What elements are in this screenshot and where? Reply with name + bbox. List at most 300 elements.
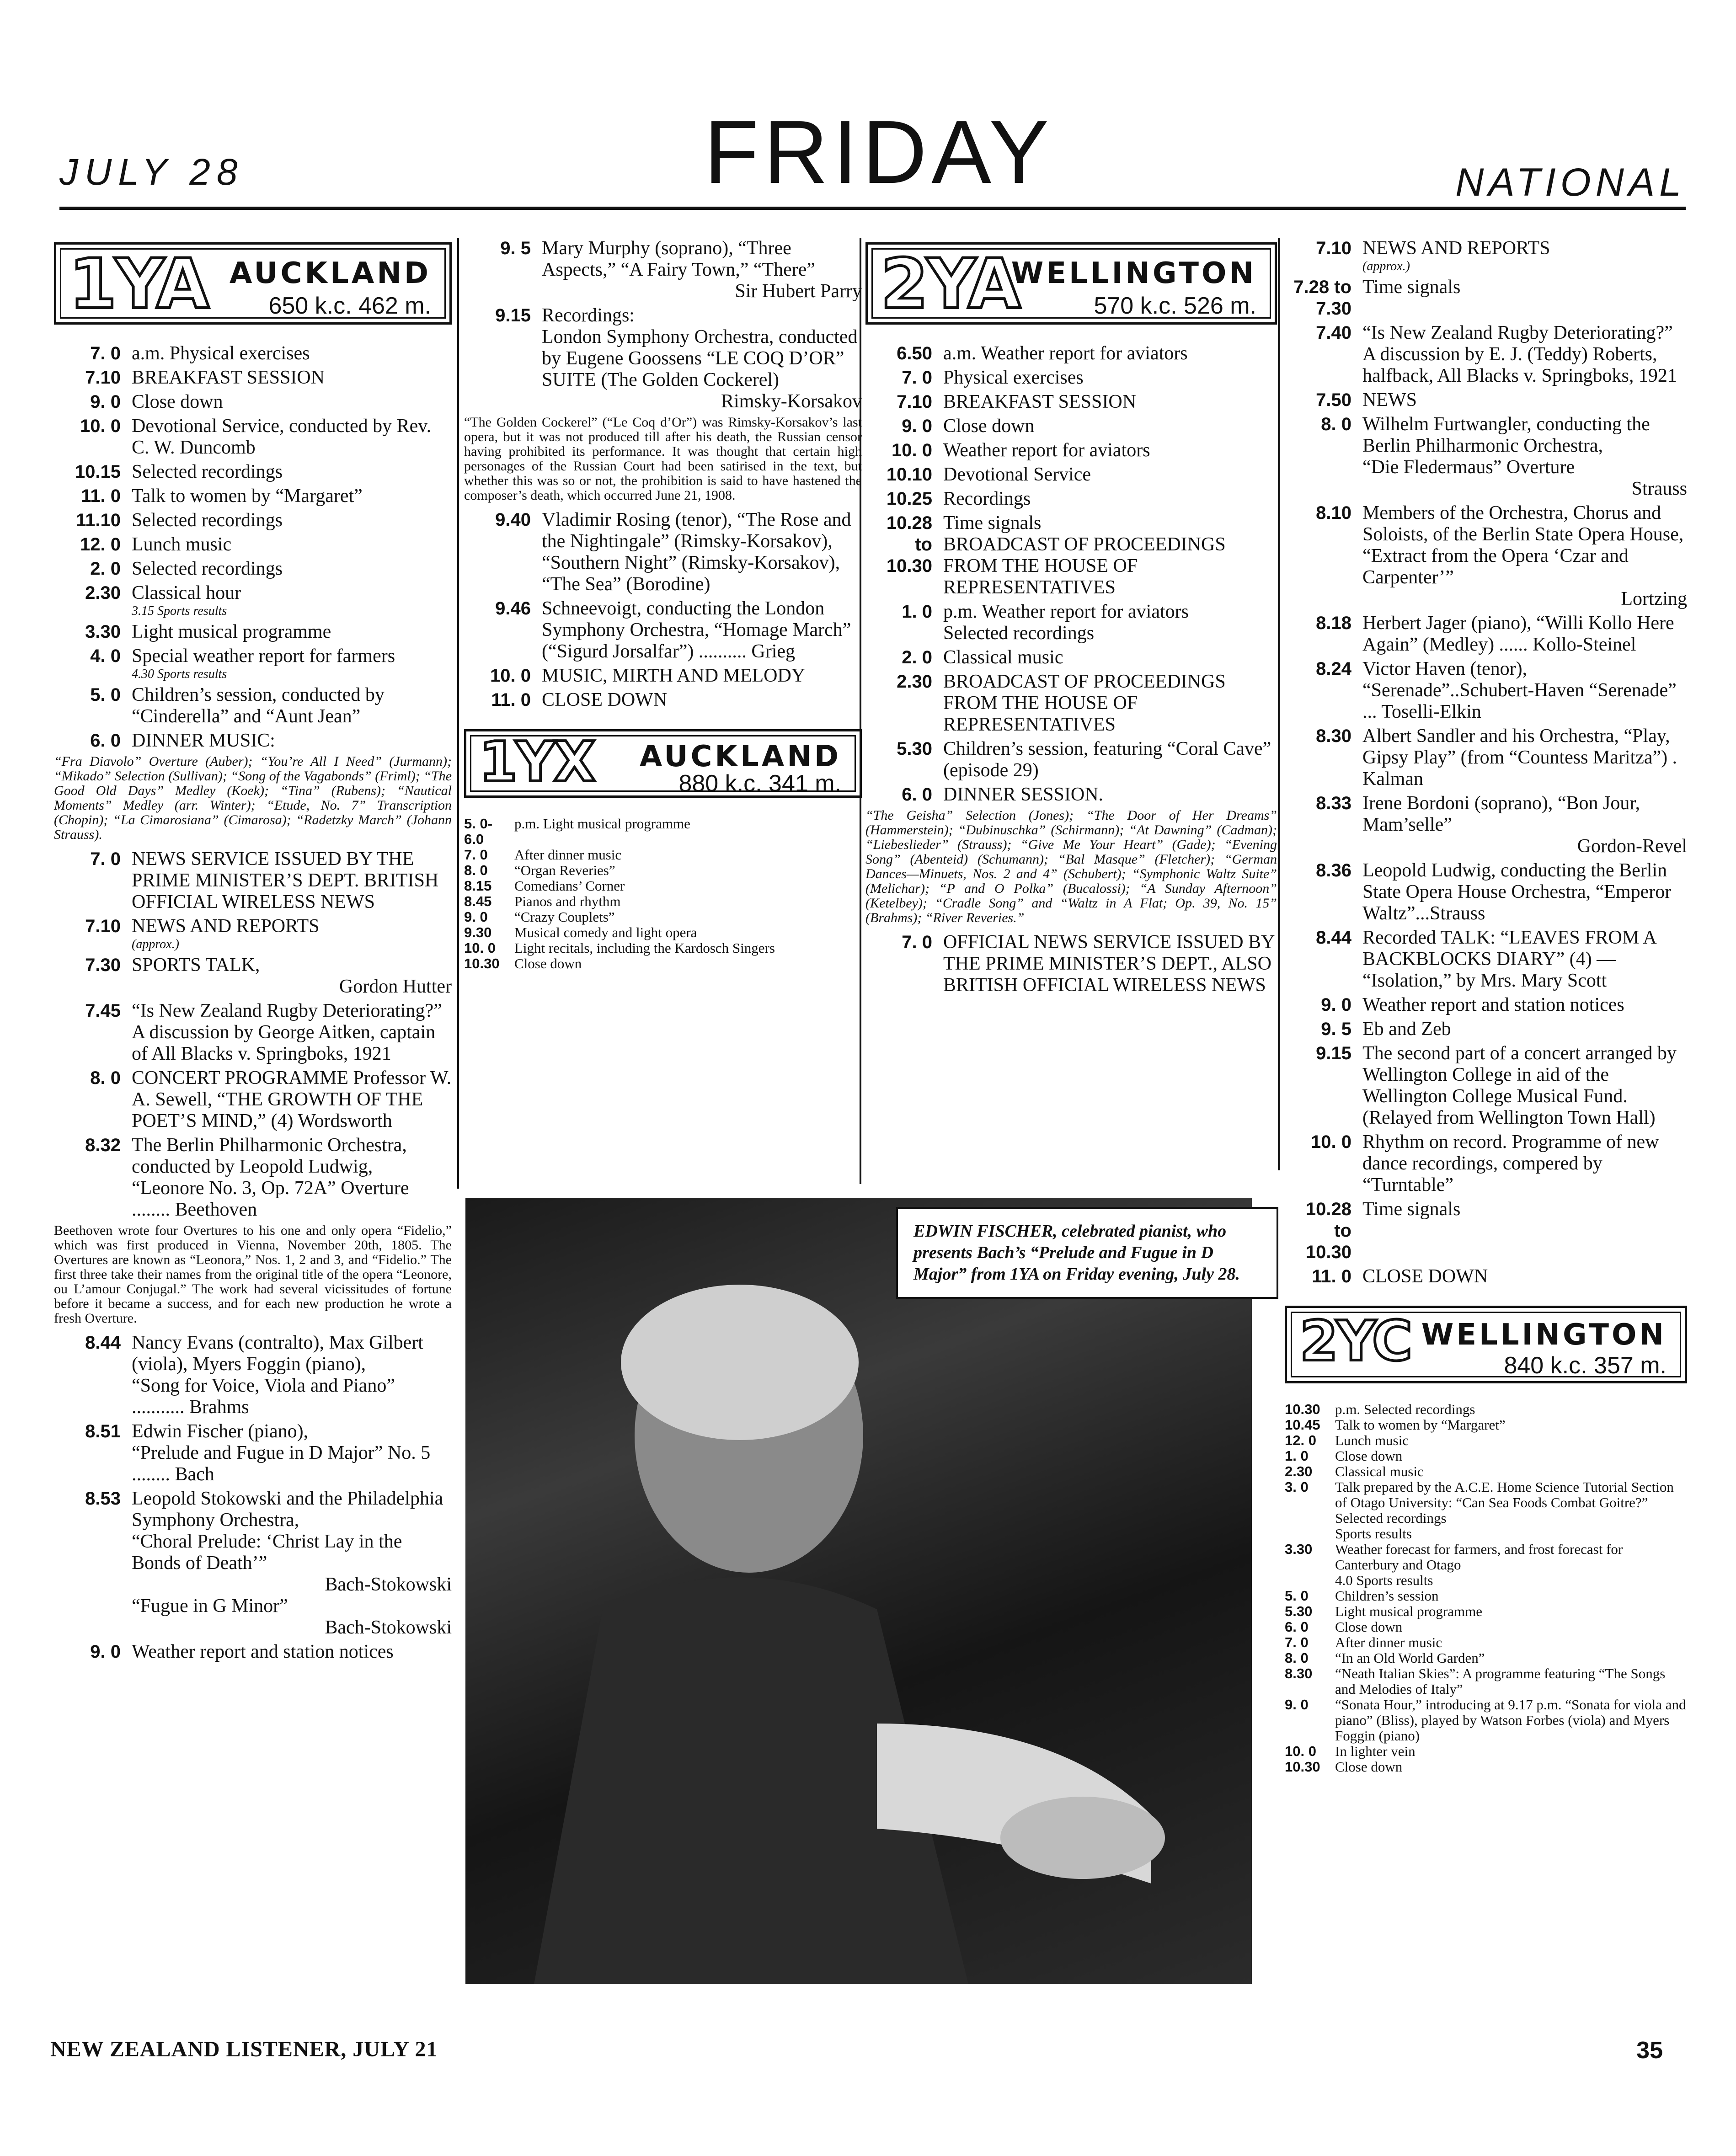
programme-entry bbox=[865, 738, 1277, 781]
programme-entry bbox=[464, 878, 862, 894]
programme-title: “Is New Zealand Rugby Deteriorating?” A discussion by George Aitken, captain of All Blacks v. Springboks, 1921 bbox=[132, 1000, 442, 1064]
programme-time: 7. 0 bbox=[90, 343, 121, 363]
programme-title: Selected recordings bbox=[132, 461, 283, 482]
programme-time: 9.15 bbox=[1316, 1043, 1351, 1063]
programme-detail: 4.0 Sports results bbox=[1335, 1572, 1433, 1588]
programme-entry-body bbox=[1335, 1635, 1687, 1650]
programme-composer: Rimsky-Korsakov bbox=[721, 391, 862, 412]
programme-entry bbox=[54, 1135, 452, 1221]
programme-entry bbox=[865, 488, 1277, 510]
programme-list bbox=[54, 849, 452, 1221]
programme-time: 10. 0 bbox=[892, 440, 932, 460]
programme-entry bbox=[1285, 1744, 1687, 1759]
programme-composer: Sir Hubert Parry bbox=[735, 281, 862, 302]
programme-entry-body bbox=[1362, 1131, 1687, 1196]
programme-time: 10. 0 bbox=[490, 666, 531, 686]
programme-entry-body bbox=[132, 646, 452, 682]
programme-detail: “Choral Prelude: ‘Christ Lay in the Bonds of Death’” bbox=[132, 1531, 402, 1574]
programme-title: NEWS bbox=[1362, 390, 1417, 411]
programme-title: Members of the Orchestra, Chorus and Soloists, of the Berlin State Opera House, “Extract from the Opera ‘Czar and Carpenter’” bbox=[1362, 502, 1684, 588]
programme-entry bbox=[865, 601, 1277, 644]
programme-entry-body bbox=[1362, 793, 1687, 857]
programme-entry bbox=[1285, 1619, 1687, 1635]
programme-entry-body bbox=[943, 440, 1277, 461]
programme-composer: Strauss bbox=[1631, 478, 1687, 499]
programme-entry-body bbox=[943, 738, 1277, 781]
programme-entry-body bbox=[943, 488, 1277, 510]
programme-time: 8. 0 bbox=[1321, 414, 1351, 434]
programme-entry bbox=[1285, 613, 1687, 656]
programme-entry-body bbox=[1335, 1588, 1687, 1604]
programme-time: 11. 0 bbox=[491, 690, 531, 710]
programme-entry bbox=[54, 955, 452, 998]
programme-title: Classical hour bbox=[132, 582, 241, 603]
dinner-music-list: “Fra Diavolo” Overture (Auber); “You’re All I Need” (Jurmann); “Mikado” Selection (Sullivan); “Song of the Vagabonds” (Friml); “The Good Old Days” Medley (Koek); “Tina” (Rubens); “Nautical Moments” Medley (arr. Winter); “Etude, No. 7” Transcription (Chopin); “La Cimarosiana” (Cimarosa); “Radetzky March” (Johann Strauss). bbox=[54, 754, 452, 842]
column-4 bbox=[1285, 238, 1687, 1775]
programme-entry bbox=[464, 598, 862, 662]
programme-time: 8.30 bbox=[1316, 726, 1351, 746]
programme-title: MUSIC, MIRTH AND MELODY bbox=[542, 665, 806, 686]
programme-time: 7. 0 bbox=[902, 932, 932, 952]
programme-entry bbox=[464, 863, 862, 878]
programme-entry bbox=[1285, 1635, 1687, 1650]
programme-time: 9. 0 bbox=[90, 1642, 121, 1662]
programme-title: Lunch music bbox=[1335, 1432, 1409, 1448]
programme-title: Light recitals, including the Kardosch Singers bbox=[514, 940, 775, 956]
programme-entry-body bbox=[132, 955, 452, 998]
programme-title: Pianos and rhythm bbox=[514, 893, 621, 909]
programme-title: Light musical programme bbox=[132, 621, 331, 642]
programme-title: Close down bbox=[1335, 1759, 1403, 1775]
programme-entry bbox=[54, 558, 452, 580]
programme-time: 10.28 to 10.30 bbox=[886, 513, 932, 576]
programme-entry bbox=[54, 416, 452, 459]
programme-entry bbox=[464, 238, 862, 302]
programme-entry bbox=[54, 582, 452, 619]
programme-entry bbox=[1285, 1448, 1687, 1464]
programme-entry-body bbox=[1335, 1448, 1687, 1464]
programme-time: 10.15 bbox=[75, 462, 121, 482]
programme-detail: “Song for Voice, Viola and Piano” ........... Brahms bbox=[132, 1375, 395, 1418]
programme-entry-body bbox=[514, 894, 862, 909]
programme-entry-body bbox=[132, 1067, 452, 1132]
photo-caption: EDWIN FISCHER, celebrated pianist, who presents Bach’s “Prelude and Fugue in D Major” from 1YA on Friday evening, July 28. bbox=[896, 1207, 1278, 1299]
column-divider bbox=[1278, 238, 1280, 1170]
programme-list bbox=[865, 932, 1277, 996]
programme-entry-body bbox=[943, 512, 1277, 598]
programme-time: 8.44 bbox=[85, 1333, 121, 1353]
programme-entry-body bbox=[1362, 927, 1687, 992]
programme-note: (approx.) bbox=[1362, 259, 1410, 273]
programme-title: Selected recordings bbox=[132, 558, 283, 579]
programme-entry bbox=[1285, 502, 1687, 610]
programme-time: 7.45 bbox=[85, 1001, 121, 1021]
programme-entry bbox=[54, 1488, 452, 1638]
programme-entry bbox=[1285, 414, 1687, 500]
page-date: JULY 28 bbox=[59, 151, 244, 193]
station-logo: 2YC bbox=[1300, 1310, 1411, 1373]
programme-entry bbox=[865, 440, 1277, 461]
programme-entry bbox=[464, 509, 862, 595]
programme-entry bbox=[464, 847, 862, 863]
programme-time: 7. 0 bbox=[1285, 1634, 1309, 1650]
programme-entry bbox=[464, 909, 862, 925]
programme-entry-body bbox=[1362, 322, 1687, 387]
programme-entry-body bbox=[514, 909, 862, 925]
station-name: WELLINGTON bbox=[1011, 256, 1256, 290]
programme-title: DINNER SESSION. bbox=[943, 784, 1104, 805]
programme-time: 10. 0 bbox=[1311, 1132, 1351, 1152]
programme-entry-body bbox=[943, 932, 1277, 996]
programme-entry bbox=[865, 671, 1277, 736]
programme-time: 12. 0 bbox=[1285, 1432, 1316, 1448]
programme-detail: “Fugue in G Minor” bbox=[132, 1596, 288, 1617]
programme-time: 8.44 bbox=[1316, 928, 1351, 948]
programme-time: 8.24 bbox=[1316, 659, 1351, 679]
programme-entry-body bbox=[1362, 726, 1687, 790]
programme-title: Leopold Ludwig, conducting the Berlin State Opera House Orchestra, “Emperor Waltz”...Strauss bbox=[1362, 860, 1672, 924]
programme-note: (approx.) bbox=[132, 937, 179, 951]
station-logo: 2YA bbox=[881, 245, 1019, 324]
programme-entry-body bbox=[1335, 1666, 1687, 1697]
programme-time: 9. 0 bbox=[464, 909, 488, 925]
programme-entry-body bbox=[943, 391, 1277, 413]
programme-time: 8.53 bbox=[85, 1489, 121, 1509]
programme-title: Leopold Stokowski and the Philadelphia Symphony Orchestra, bbox=[132, 1488, 443, 1531]
programme-title: Talk prepared by the A.C.E. Home Science Tutorial Section of Otago University: “Can Sea Foods Combat Goitre?” bbox=[1335, 1479, 1674, 1510]
programme-list bbox=[1285, 1402, 1687, 1775]
programme-entry bbox=[865, 391, 1277, 413]
programme-entry-body bbox=[1362, 860, 1687, 924]
programme-entry bbox=[865, 416, 1277, 437]
programme-entry bbox=[54, 621, 452, 643]
programme-time: 3.30 bbox=[1285, 1541, 1313, 1557]
programme-entry-body bbox=[1335, 1759, 1687, 1775]
programme-time: 6. 0 bbox=[90, 731, 121, 751]
programme-time: 10.30 bbox=[1285, 1401, 1320, 1417]
programme-entry bbox=[1285, 994, 1687, 1016]
programme-entry-body bbox=[132, 916, 452, 952]
programme-entry bbox=[1285, 726, 1687, 790]
programme-detail: Selected recordings bbox=[1335, 1510, 1447, 1526]
programme-entry bbox=[1285, 658, 1687, 723]
programme-detail: “Leonore No. 3, Op. 72A” Overture ........ Beethoven bbox=[132, 1178, 409, 1220]
programme-time: 7.10 bbox=[1316, 238, 1351, 258]
programme-entry bbox=[464, 940, 862, 956]
programme-entry-body bbox=[943, 647, 1277, 668]
programme-entry bbox=[464, 894, 862, 909]
programme-time: 1. 0 bbox=[1285, 1448, 1309, 1464]
programme-title: a.m. Physical exercises bbox=[132, 343, 310, 364]
programme-entry-body bbox=[132, 510, 452, 531]
programme-title: Herbert Jager (piano), “Willi Kollo Here Again” (Medley) ...... Kollo-Steinel bbox=[1362, 613, 1674, 655]
programme-time: 2.30 bbox=[897, 672, 932, 692]
programme-title: Devotional Service, conducted by Rev. C. W. Duncomb bbox=[132, 416, 432, 458]
programme-entry bbox=[1285, 1604, 1687, 1619]
programme-entry bbox=[1285, 1759, 1687, 1775]
programme-entry bbox=[865, 464, 1277, 486]
programme-title: Children’s session bbox=[1335, 1588, 1439, 1604]
programme-entry-body bbox=[132, 486, 452, 507]
programme-time: 6.50 bbox=[897, 343, 932, 363]
programme-title: Recordings: bbox=[542, 305, 635, 326]
programme-title: Devotional Service bbox=[943, 464, 1091, 485]
programme-title: “Sonata Hour,” introducing at 9.17 p.m. “Sonata for viola and piano” (Bliss), played by Watson Forbes (viola) and Myers Foggin (piano) bbox=[1335, 1697, 1686, 1744]
programme-title: Talk to women by “Margaret” bbox=[132, 486, 363, 507]
programme-entry bbox=[865, 343, 1277, 364]
programme-entry bbox=[54, 646, 452, 682]
programme-title: “Neath Italian Skies”: A programme featuring “The Songs and Melodies of Italy” bbox=[1335, 1665, 1666, 1697]
programme-time: 9. 0 bbox=[1321, 995, 1351, 1015]
programme-entry-body bbox=[1335, 1433, 1687, 1448]
programme-title: a.m. Weather report for aviators bbox=[943, 343, 1188, 364]
programme-entry-body bbox=[514, 940, 862, 956]
programme-entry bbox=[54, 1000, 452, 1065]
station-box-2yc bbox=[1285, 1306, 1687, 1383]
station-logo: 1YX bbox=[479, 731, 594, 794]
programme-entry bbox=[54, 461, 452, 483]
programme-entry-body bbox=[542, 665, 862, 687]
programme-title: Recordings bbox=[943, 488, 1031, 509]
programme-detail: “Die Fledermaus” Overture bbox=[1362, 457, 1575, 478]
programme-entry-body bbox=[514, 847, 862, 863]
column-2ya bbox=[865, 238, 1277, 999]
programme-detail: Sports results bbox=[1335, 1526, 1412, 1542]
programme-entry-body bbox=[1362, 277, 1687, 320]
programme-composer: Bach-Stokowski bbox=[325, 1574, 452, 1595]
programme-entry bbox=[1285, 1199, 1687, 1263]
station-name: AUCKLAND bbox=[229, 256, 431, 290]
programme-entry-body bbox=[1335, 1697, 1687, 1744]
programme-time: 9.46 bbox=[495, 598, 531, 619]
programme-title: Weather report and station notices bbox=[132, 1641, 394, 1662]
programme-title: Time signals bbox=[1362, 277, 1461, 298]
programme-entry-body bbox=[542, 598, 862, 662]
programme-time: 7. 0 bbox=[902, 368, 932, 388]
programme-title: Light musical programme bbox=[1335, 1603, 1482, 1619]
programme-title: Vladimir Rosing (tenor), “The Rose and the Nightingale” (Rimsky-Korsakov), “Southern Night” (Rimsky-Korsakov), “The Sea” (Borodine) bbox=[542, 509, 851, 595]
programme-entry-body bbox=[132, 1332, 452, 1418]
programme-time: 9.15 bbox=[495, 305, 531, 326]
dinner-music-list: “The Geisha” Selection (Jones); “The Door of Her Dreams” (Hammerstein); “Dubinuschka” (Schirmann); “At Dawning” (Cadman); “Liebeslieder” (Strauss); “Give Me Your Heart” (Gade); “Evening Song” (Abenteid) (Schumann); “Bal Masque” (Fletcher); “German Dances—Minuets, Nos. 2 and 4” (Schubert); “Symphonic Waltz Suite” (Melichar); “P and O Polka” (Bucalossi); “A Sunday Afternoon” (Ketelbey); “Cradle Song” and “Waltz in A Flat; Op. 39, No. 15” (Brahms); “River Reveries.” bbox=[865, 808, 1277, 925]
programme-list bbox=[54, 1332, 452, 1663]
programme-time: 2. 0 bbox=[90, 559, 121, 579]
programme-time: 8.45 bbox=[464, 893, 492, 909]
programme-time: 10. 0 bbox=[1285, 1743, 1316, 1759]
programme-entry-body bbox=[132, 1641, 452, 1663]
programme-title: Time signals bbox=[943, 512, 1042, 534]
programme-entry-body bbox=[132, 343, 452, 364]
programme-list bbox=[464, 816, 862, 971]
programme-title: After dinner music bbox=[514, 847, 622, 863]
programme-entry-body bbox=[1335, 1604, 1687, 1619]
programme-title: Talk to women by “Margaret” bbox=[1335, 1417, 1506, 1433]
programme-entry-body bbox=[132, 582, 452, 619]
programme-entry-body bbox=[514, 956, 862, 971]
programme-title: DINNER MUSIC: bbox=[132, 730, 275, 751]
programme-title: Recorded TALK: “LEAVES FROM A BACKBLOCKS DIARY” (4) — “Isolation,” by Mrs. Mary Scott bbox=[1362, 927, 1656, 991]
programme-title: “Is New Zealand Rugby Deteriorating?” A discussion by E. J. (Teddy) Roberts, halfback, All Blacks v. Springboks, 1921 bbox=[1362, 322, 1677, 386]
programme-title: Rhythm on record. Programme of new dance recordings, compered by “Turntable” bbox=[1362, 1131, 1659, 1195]
programme-title: After dinner music bbox=[1335, 1634, 1442, 1650]
programme-time: 8.36 bbox=[1316, 860, 1351, 881]
programme-title: Special weather report for farmers bbox=[132, 646, 395, 667]
programme-entry bbox=[1285, 1417, 1687, 1433]
programme-entry bbox=[1285, 1666, 1687, 1697]
programme-time: 11. 0 bbox=[1312, 1266, 1351, 1286]
programme-time: 7.50 bbox=[1316, 390, 1351, 410]
column-1ya bbox=[54, 238, 452, 1665]
programme-title: In lighter vein bbox=[1335, 1743, 1416, 1759]
station-frequency: 650 k.c. 462 m. bbox=[268, 293, 431, 319]
programme-title: Close down bbox=[132, 391, 223, 412]
station-box-1ya bbox=[54, 242, 452, 325]
programme-time: 9.40 bbox=[495, 510, 531, 530]
programme-entry-body bbox=[1362, 1266, 1687, 1287]
programme-entry bbox=[54, 343, 452, 364]
programme-entry-body bbox=[943, 784, 1277, 806]
programme-time: 7.28 to 7.30 bbox=[1293, 277, 1351, 319]
programme-entry-body bbox=[514, 878, 862, 894]
programme-entry-body bbox=[1362, 1019, 1687, 1040]
programme-entry-body bbox=[542, 238, 862, 302]
programme-entry-body bbox=[132, 1488, 452, 1638]
programme-entry-body bbox=[943, 416, 1277, 437]
programme-time: 2. 0 bbox=[902, 647, 932, 667]
programme-entry-body bbox=[132, 367, 452, 389]
programme-time: 7. 0 bbox=[90, 849, 121, 869]
programme-entry-body bbox=[132, 534, 452, 555]
programme-entry-body bbox=[1335, 1619, 1687, 1635]
programme-entry bbox=[54, 1332, 452, 1418]
programme-title: Eb and Zeb bbox=[1362, 1019, 1451, 1040]
programme-entry bbox=[464, 665, 862, 687]
programme-entry bbox=[54, 391, 452, 413]
programme-entry bbox=[464, 689, 862, 711]
programme-time: 6. 0 bbox=[1285, 1619, 1309, 1635]
programme-entry-body bbox=[542, 305, 862, 412]
programme-time: 5.30 bbox=[897, 739, 932, 759]
programme-entry-body bbox=[132, 1421, 452, 1485]
programme-entry bbox=[1285, 1464, 1687, 1479]
programme-entry bbox=[464, 305, 862, 412]
programme-time: 8.51 bbox=[85, 1421, 121, 1441]
programme-list bbox=[54, 343, 452, 752]
programme-title: Weather report and station notices bbox=[1362, 994, 1624, 1015]
programme-entry bbox=[54, 486, 452, 507]
programme-time: 7. 0 bbox=[464, 847, 488, 863]
programme-title: Victor Haven (tenor), “Serenade”..Schubert-Haven “Serenade” ... Toselli-Elkin bbox=[1362, 658, 1677, 722]
programme-time: 7.10 bbox=[85, 368, 121, 388]
programme-title: SPORTS TALK, bbox=[132, 955, 260, 976]
programme-entry bbox=[1285, 1433, 1687, 1448]
programme-title: BREAKFAST SESSION bbox=[132, 367, 325, 388]
edwin-fischer-photo bbox=[465, 1198, 1252, 1984]
programme-entry-body bbox=[943, 367, 1277, 389]
programme-entry-body bbox=[1362, 994, 1687, 1016]
programme-title: Weather forecast for farmers, and frost forecast for Canterbury and Otago bbox=[1335, 1541, 1623, 1573]
station-box-2ya bbox=[865, 242, 1277, 325]
programme-list bbox=[1285, 238, 1687, 1287]
programme-title: Albert Sandler and his Orchestra, “Play, Gipsy Play” (from “Countess Maritza”) . Kalman bbox=[1362, 726, 1677, 790]
programme-title: CLOSE DOWN bbox=[1362, 1266, 1488, 1287]
programme-title: p.m. Selected recordings bbox=[1335, 1401, 1475, 1417]
programme-entry-body bbox=[542, 509, 862, 595]
programme-entry bbox=[1285, 1131, 1687, 1196]
programme-note: 4.30 Sports results bbox=[132, 667, 227, 681]
programme-title: Lunch music bbox=[132, 534, 232, 555]
programme-time: 12. 0 bbox=[80, 534, 121, 555]
programme-title: CLOSE DOWN bbox=[542, 689, 668, 710]
header-rule bbox=[59, 207, 1686, 210]
programme-entry-body bbox=[1335, 1479, 1687, 1542]
programme-entry bbox=[1285, 927, 1687, 992]
programme-title: Children’s session, conducted by “Cinderella” and “Aunt Jean” bbox=[132, 684, 385, 727]
programme-entry bbox=[1285, 793, 1687, 857]
programme-time: 8.30 bbox=[1285, 1665, 1313, 1681]
station-frequency: 880 k.c. 341 m. bbox=[678, 770, 841, 797]
programme-title: NEWS AND REPORTS bbox=[1362, 238, 1550, 259]
programme-entry bbox=[1285, 1697, 1687, 1744]
programme-entry-body bbox=[514, 816, 862, 847]
programme-entry-body bbox=[1362, 1043, 1687, 1129]
page-number: 35 bbox=[1636, 2037, 1663, 2064]
programme-title: p.m. Weather report for aviators bbox=[943, 601, 1189, 622]
programme-entry bbox=[1285, 1479, 1687, 1542]
programme-composer: Gordon-Revel bbox=[1577, 836, 1687, 857]
programme-time: 5.30 bbox=[1285, 1603, 1313, 1619]
programme-entry bbox=[464, 925, 862, 940]
programme-detail: BROADCAST OF PROCEEDINGS FROM THE HOUSE OF REPRESENTATIVES bbox=[943, 534, 1226, 598]
programme-time: 7.30 bbox=[85, 955, 121, 975]
programme-entry bbox=[54, 916, 452, 952]
programme-list bbox=[464, 509, 862, 711]
programme-title: CONCERT PROGRAMME Professor W. A. Sewell, “THE GROWTH OF THE POET’S MIND,” (4) Wordsworth bbox=[132, 1067, 452, 1131]
programme-entry-body bbox=[1362, 238, 1687, 274]
programme-title: Mary Murphy (soprano), “Three Aspects,” “A Fairy Town,” “There” bbox=[542, 238, 816, 280]
programme-entry bbox=[464, 816, 862, 847]
programme-title: Classical music bbox=[943, 647, 1063, 668]
programme-time: 8.33 bbox=[1316, 793, 1351, 813]
programme-entry-body bbox=[1335, 1402, 1687, 1417]
programme-time: 7.10 bbox=[85, 916, 121, 936]
programme-entry-body bbox=[1335, 1650, 1687, 1666]
programme-composer: Lortzing bbox=[1621, 588, 1687, 609]
programme-time: 9.30 bbox=[464, 924, 492, 940]
programme-title: Musical comedy and light opera bbox=[514, 924, 697, 940]
programme-entry bbox=[54, 684, 452, 727]
programme-entry bbox=[1285, 238, 1687, 274]
station-box-1yx bbox=[464, 729, 862, 798]
programme-time: 8. 0 bbox=[464, 862, 488, 878]
programme-title: Irene Bordoni (soprano), “Bon Jour, Mam’selle” bbox=[1362, 793, 1640, 835]
programme-title: NEWS AND REPORTS bbox=[132, 916, 320, 937]
programme-entry-body bbox=[132, 849, 452, 913]
programme-entry-body bbox=[132, 558, 452, 580]
programme-entry-body bbox=[1362, 414, 1687, 500]
programme-title: BREAKFAST SESSION bbox=[943, 391, 1137, 412]
programme-time: 5. 0-6.0 bbox=[464, 816, 493, 847]
programme-composer: Bach-Stokowski bbox=[325, 1617, 452, 1638]
programme-entry bbox=[865, 784, 1277, 806]
programme-time: 3. 0 bbox=[1285, 1479, 1309, 1495]
programme-title: Classical music bbox=[1335, 1463, 1424, 1479]
programme-title: Schneevoigt, conducting the London Symphony Orchestra, “Homage March” (“Sigurd Jorsalfar”) .......... Grieg bbox=[542, 598, 851, 662]
station-name: WELLINGTON bbox=[1421, 1318, 1667, 1352]
programme-note: Beethoven wrote four Overtures to his one and only opera “Fidelio,” which was first produced in Vienna, November 20th, 1805. The Overtures are known as “Leonora,” Nos. 1, 2 and 3, and “Fidelio.” The first three take their names from the original title of the opera “Leonore, ou L’amour Conjugal.” The work had several vicissitudes of fortune before it became a success, and for each new production he wrote a fresh Overture. bbox=[54, 1223, 452, 1326]
programme-entry-body bbox=[1362, 1199, 1687, 1263]
programme-time: 11.10 bbox=[76, 510, 121, 530]
